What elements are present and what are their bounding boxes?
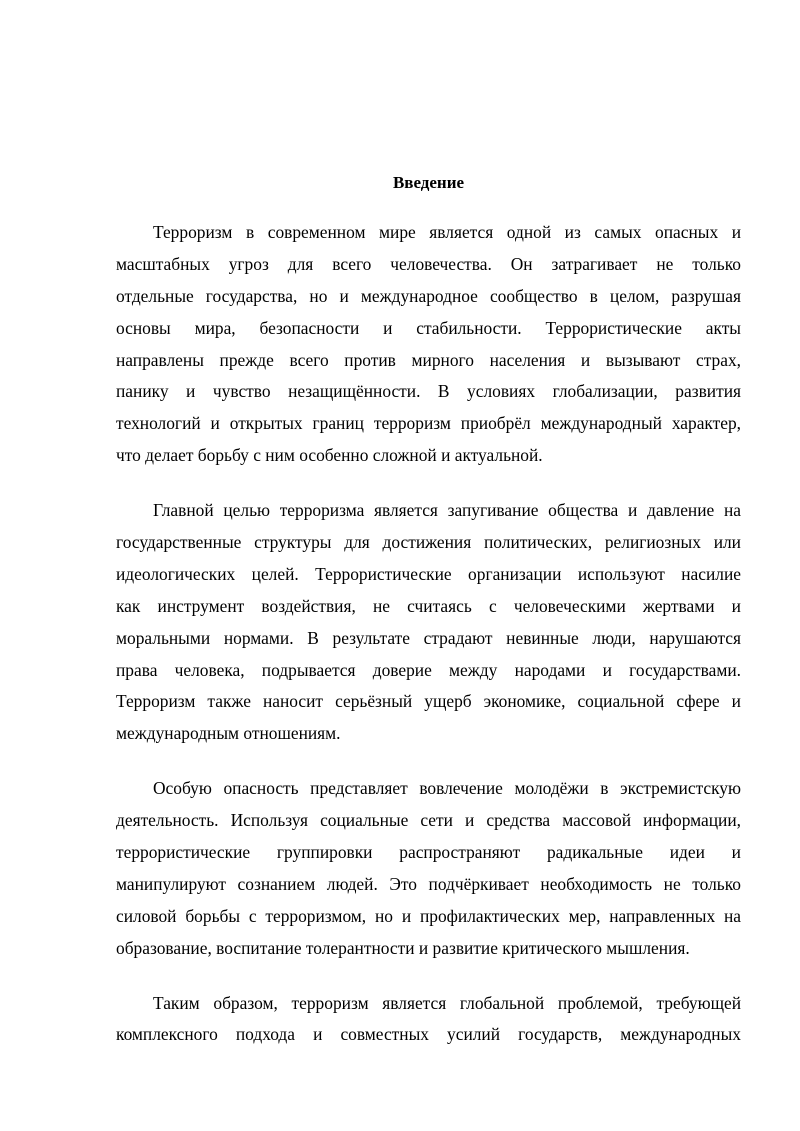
text-line: идеологических целей. Террористические организации используют насилие xyxy=(116,563,741,584)
text-line: государственные структуры для достижения политических, религиозных или xyxy=(116,532,741,553)
text-line: отдельные государства, но и международное сообщество в целом, разрушая xyxy=(116,285,741,306)
text-line: международным отношениям. xyxy=(116,723,341,744)
text-line: моральными нормами. В результате страдают невинные люди, нарушаются xyxy=(116,627,741,648)
text-line: панику и чувство незащищённости. В условиях глобализации, развития xyxy=(116,381,741,402)
text-line: основы мира, безопасности и стабильности. Террористические акты xyxy=(116,317,741,338)
text-line: Таким образом, терроризм является глобальной проблемой, требующей xyxy=(153,992,741,1013)
text-line: силовой борьбы с терроризмом, но и профилактических мер, направленных на xyxy=(116,905,741,926)
text-line: комплексного подхода и совместных усилий государств, международных xyxy=(116,1024,741,1045)
text-line: как инструмент воздействия, не считаясь с человеческими жертвами и xyxy=(116,595,741,616)
text-line: масштабных угроз для всего человечества. Он затрагивает не только xyxy=(116,253,741,274)
paragraph xyxy=(116,217,741,472)
text-line: манипулируют сознанием людей. Это подчёркивает необходимость не только xyxy=(116,873,741,894)
paragraph xyxy=(116,773,741,964)
text-line: образование, воспитание толерантности и развитие критического мышления. xyxy=(116,937,690,958)
text-line: права человека, подрывается доверие между народами и государствами. xyxy=(116,659,741,680)
text-line: технологий и открытых границ терроризм приобрёл международный характер, xyxy=(116,413,741,434)
text-line: направлены прежде всего против мирного населения и вызывают страх, xyxy=(116,349,741,370)
text-line: Терроризм также наносит серьёзный ущерб экономике, социальной сфере и xyxy=(116,691,741,712)
paragraph xyxy=(116,988,741,1052)
text-line: что делает борьбу с ним особенно сложной и актуальной. xyxy=(116,445,543,466)
document-body xyxy=(116,172,741,1051)
paragraph xyxy=(116,495,741,750)
text-line: Терроризм в современном мире является одной из самых опасных и xyxy=(153,222,741,242)
text-line: Особую опасность представляет вовлечение молодёжи в экстремистскую xyxy=(153,778,741,799)
section-heading: Введение xyxy=(392,173,465,192)
text-line: Главной целью терроризма является запугивание общества и давление на xyxy=(153,500,741,521)
text-line: террористические группировки распространяют радикальные идеи и xyxy=(116,842,741,863)
text-line: деятельность. Используя социальные сети и средства массовой информации, xyxy=(116,810,741,831)
